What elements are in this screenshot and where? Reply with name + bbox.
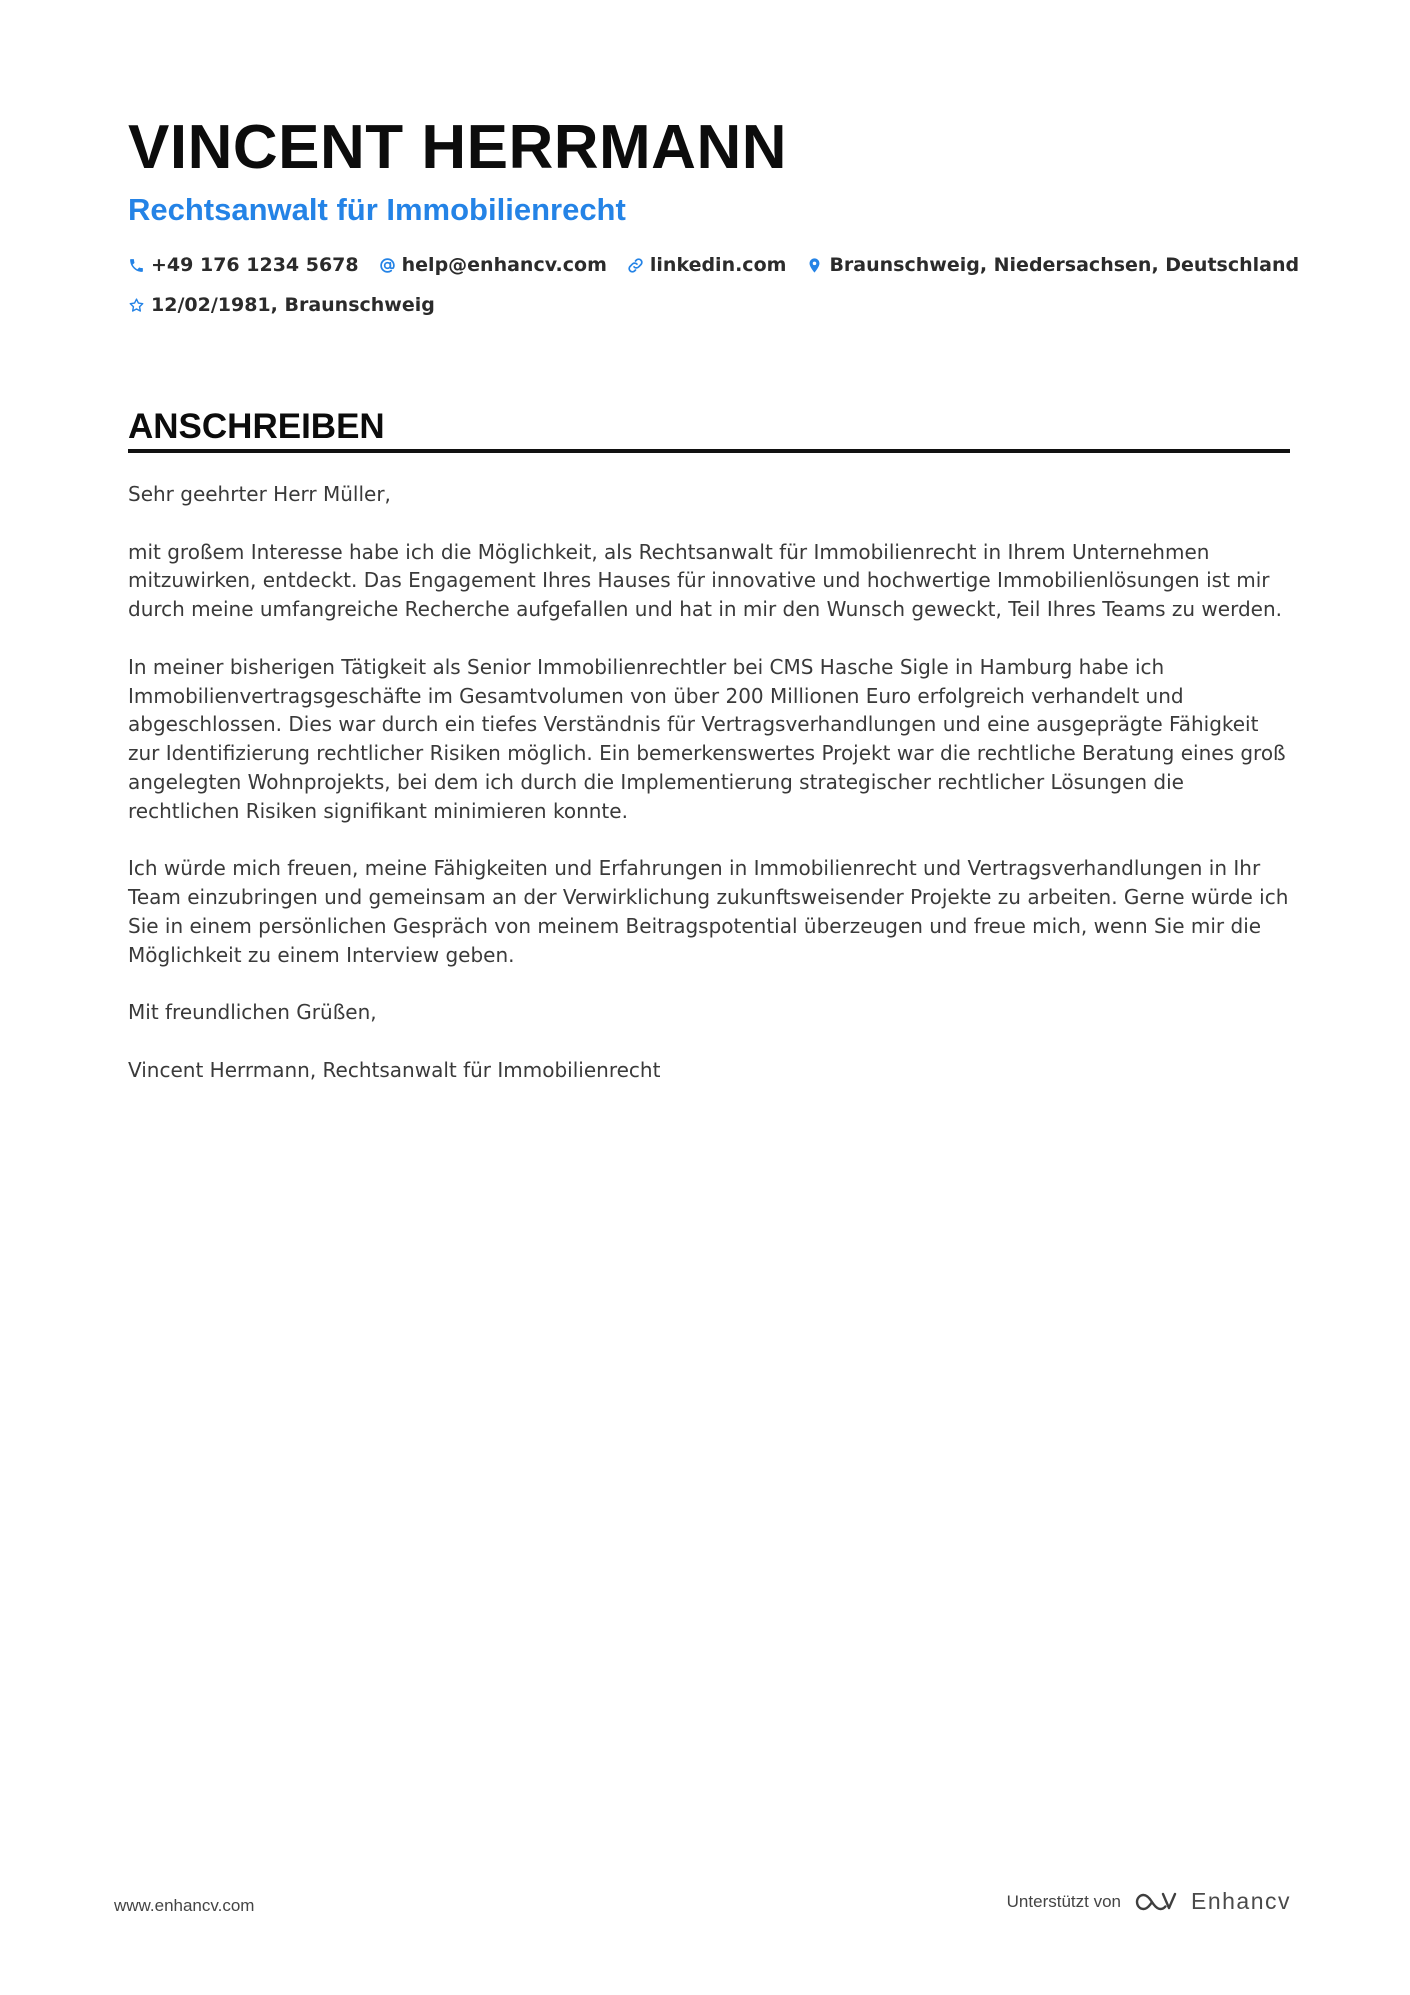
at-icon [379, 257, 396, 274]
candidate-name: VINCENT HERRMANN [128, 113, 787, 182]
location-icon [806, 257, 823, 274]
section-divider [128, 449, 1290, 453]
location-text: Braunschweig, Niedersachsen, Deutschland [829, 254, 1300, 276]
letter-paragraph: Ich würde mich freuen, meine Fähigkeiten und Erfahrungen in Immobilienrecht und Vertragsverhandlungen in Ihr Team einzubringen und gemeinsam an der Verwirklichung zukunftsweisender Projekte zu arbeiten. Gerne würde ich Sie in einem persönlichen Gespräch von meinem Beitragspotential überzeugen und freue mich, wenn Sie mir die Möglichkeit zu einem Interview geben. [128, 856, 1289, 967]
contact-linkedin[interactable] [627, 254, 787, 276]
contact-row [128, 254, 1319, 276]
contact-birth [128, 294, 435, 316]
footer-url[interactable]: www.enhancv.com [114, 1896, 255, 1915]
letter-body [128, 480, 1292, 1114]
linkedin-text: linkedin.com [649, 254, 787, 276]
letter-paragraph: In meiner bisherigen Tätigkeit als Senior Immobilienrechtler bei CMS Hasche Sigle in Hamburg habe ich Immobilienvertragsgeschäfte im Gesamtvolumen von über 200 Millionen Euro erfolgreich verhandelt und abgeschlossen. Dies war durch ein tiefes Verständnis für Vertragsverhandlungen und eine ausgeprägte Fähigkeit zur Identifizierung rechtlicher Risiken möglich. Ein bemerkenswertes Projekt war die rechtliche Beratung eines groß angelegten Wohnprojekts, bei dem ich durch die Implementierung strategischer rechtlicher Lösungen die rechtlichen Risiken signifikant minimieren konnte. [128, 654, 1286, 823]
link-icon [627, 257, 644, 274]
contact-row-2 [128, 294, 455, 316]
candidate-role: Rechtsanwalt für Immobilienrecht [128, 192, 626, 227]
phone-text: +49 176 1234 5678 [151, 254, 359, 276]
email-text: help@enhancv.com [401, 254, 607, 276]
letter-closing: Mit freundlichen Grüßen, [128, 1000, 377, 1025]
contact-email[interactable] [379, 254, 607, 276]
footer-branding [1007, 1888, 1291, 1915]
contact-phone [128, 254, 359, 276]
phone-icon [128, 257, 145, 274]
letter-paragraph: mit großem Interesse habe ich die Möglichkeit, als Rechtsanwalt für Immobilienrecht in Ihrem Unternehmen mitzuwirken, entdeckt. Das Engagement Ihres Hauses für innovative und hochwertige Immobilienlösungen ist mir durch meine umfangreiche Recherche aufgefallen und hat in mir den Wunsch geweckt, Teil Ihres Teams zu werden. [128, 539, 1282, 622]
letter-signature: Vincent Herrmann, Rechtsanwalt für Immobilienrecht [128, 1057, 661, 1082]
contact-location [806, 254, 1299, 276]
powered-by-text: Unterstützt von [1006, 1891, 1121, 1911]
enhancv-logo-icon [1133, 1889, 1179, 1915]
brand-name: Enhancv [1190, 1888, 1291, 1914]
star-icon [128, 297, 145, 314]
section-title: ANSCHREIBEN [128, 407, 385, 446]
birth-text: 12/02/1981, Braunschweig [151, 294, 435, 316]
letter-salutation: Sehr geehrter Herr Müller, [128, 482, 391, 506]
